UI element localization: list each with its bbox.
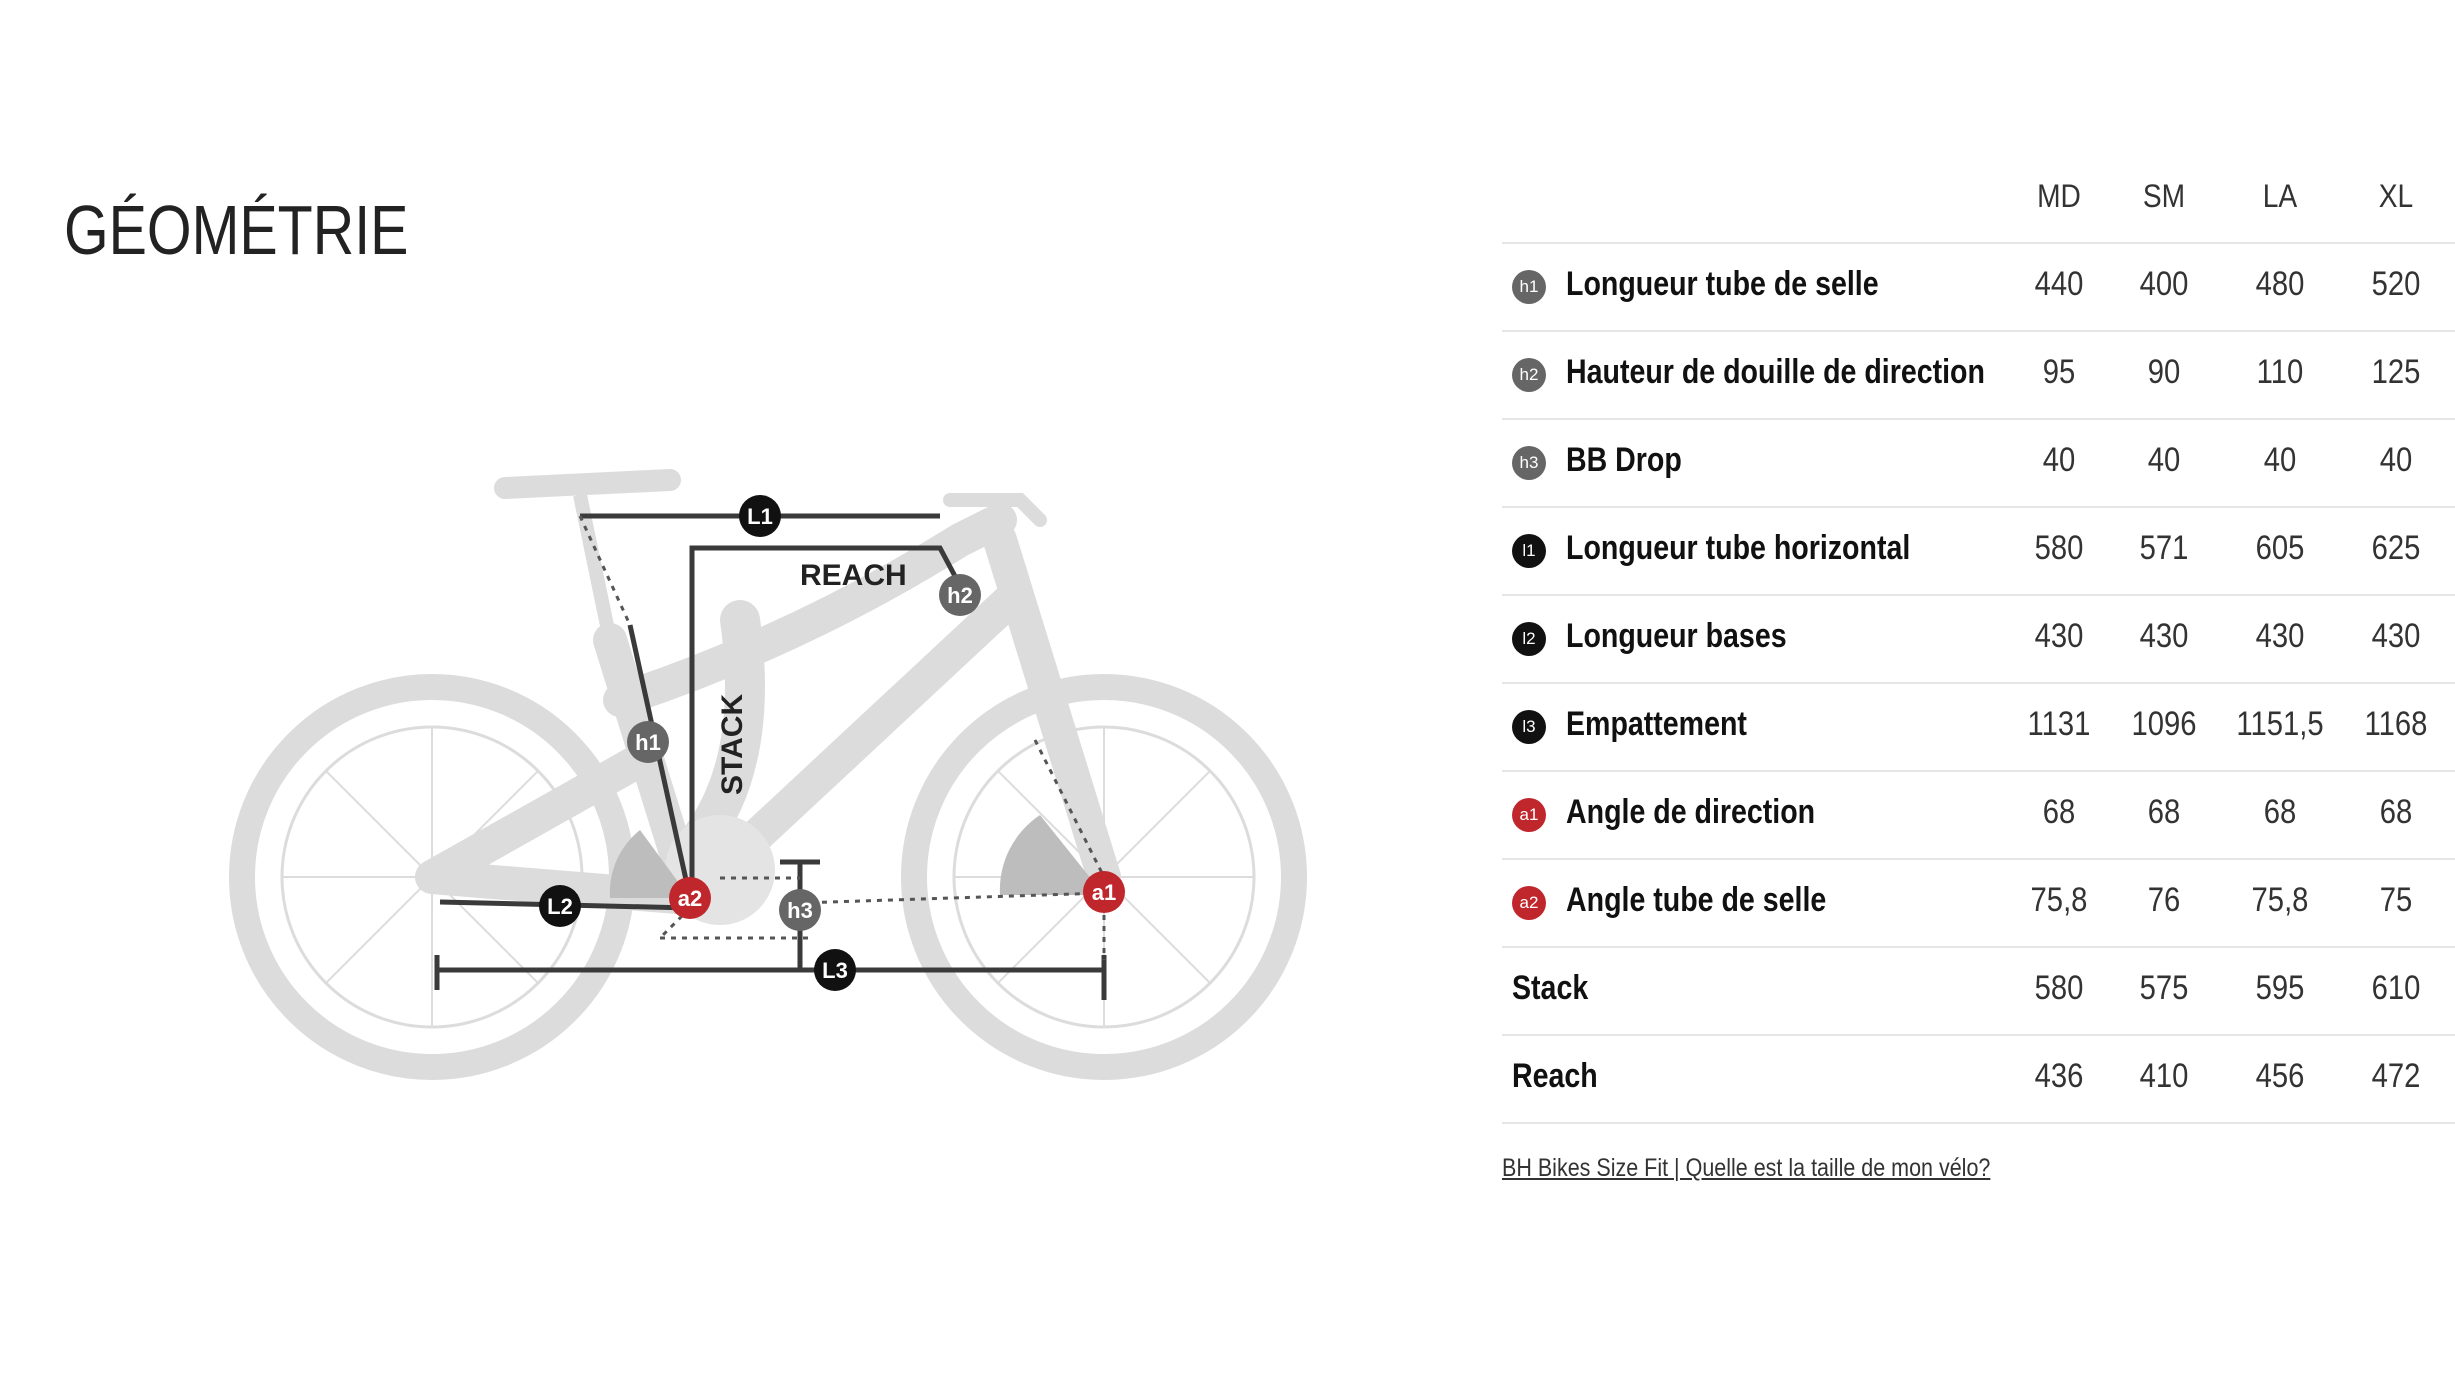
table-cell: 125 [2371, 353, 2421, 391]
badge-a1-icon: a1 [1512, 798, 1546, 832]
bike-silhouette [242, 480, 1294, 1067]
marker-l2-label: L2 [547, 894, 573, 919]
row-label: Angle tube de selle [1566, 881, 1827, 919]
table-row [1502, 684, 2455, 772]
table-row [1502, 860, 2455, 948]
table-cell: 1151,5 [2236, 705, 2324, 743]
row-label: Stack [1512, 969, 1589, 1007]
table-cell: 480 [2255, 265, 2305, 303]
page-title: GÉOMÉTRIE [64, 191, 409, 269]
marker-a1-icon [1083, 871, 1125, 913]
bike-geometry-diagram [200, 440, 1350, 1120]
table-cell: 430 [2255, 617, 2305, 655]
badge-h2-icon: h2 [1512, 358, 1546, 392]
table-cell: 610 [2371, 969, 2421, 1007]
table-cell: 76 [2147, 881, 2181, 919]
marker-h1-label: h1 [635, 730, 661, 755]
row-label: Angle de direction [1566, 793, 1816, 831]
table-cell: 430 [2034, 617, 2084, 655]
badge-l2-icon: l2 [1512, 622, 1546, 656]
column-header-la: LA [2262, 178, 2298, 214]
marker-h3-label: h3 [787, 898, 813, 923]
column-header-md: MD [2037, 178, 2081, 214]
marker-h2-label: h2 [947, 583, 973, 608]
column-header-sm: SM [2142, 178, 2186, 214]
marker-l1-label: L1 [747, 504, 773, 529]
row-label: Hauteur de douille de direction [1566, 353, 1985, 391]
table-cell: 40 [2042, 441, 2076, 479]
table-cell: 68 [2147, 793, 2181, 831]
badge-l1-icon: l1 [1512, 534, 1546, 568]
table-cell: 580 [2034, 969, 2084, 1007]
table-cell: 90 [2147, 353, 2181, 391]
table-cell: 571 [2139, 529, 2189, 567]
table-cell: 410 [2139, 1057, 2189, 1095]
table-row [1502, 332, 2455, 420]
table-cell: 1131 [2027, 705, 2091, 743]
table-cell: 436 [2034, 1057, 2084, 1095]
marker-a2-label: a2 [677, 886, 703, 911]
marker-a2-icon [669, 877, 711, 919]
marker-h1-icon [627, 721, 669, 763]
table-cell: 605 [2255, 529, 2305, 567]
marker-l3-label: L3 [822, 958, 848, 983]
table-cell: 40 [2263, 441, 2297, 479]
table-cell: 1096 [2131, 705, 2197, 743]
table-row [1502, 948, 2455, 1036]
geometry-table [1502, 150, 2455, 1124]
reach-label: REACH [800, 559, 907, 592]
table-cell: 68 [2379, 793, 2413, 831]
table-row [1502, 244, 2455, 332]
table-header [1502, 150, 2455, 244]
table-cell: 40 [2147, 441, 2181, 479]
row-label: Longueur tube de selle [1566, 265, 1879, 303]
table-cell: 430 [2139, 617, 2189, 655]
marker-l2-icon [539, 885, 581, 927]
row-label: Empattement [1566, 705, 1747, 743]
table-cell: 625 [2371, 529, 2421, 567]
column-header-xl: XL [2378, 178, 2414, 214]
table-cell: 575 [2139, 969, 2189, 1007]
table-cell: 520 [2371, 265, 2421, 303]
table-cell: 75,8 [2251, 881, 2309, 919]
table-cell: 595 [2255, 969, 2305, 1007]
table-cell: 440 [2034, 265, 2084, 303]
table-cell: 456 [2255, 1057, 2305, 1095]
marker-a1-label: a1 [1091, 880, 1117, 905]
table-row [1502, 596, 2455, 684]
badge-a2-icon: a2 [1512, 886, 1546, 920]
table-row [1502, 1036, 2455, 1124]
table-body [1502, 244, 2455, 1124]
table-cell: 95 [2042, 353, 2076, 391]
table-cell: 580 [2034, 529, 2084, 567]
table-cell: 400 [2139, 265, 2189, 303]
badge-l3-icon: l3 [1512, 710, 1546, 744]
table-cell: 75,8 [2030, 881, 2088, 919]
badge-h3-icon: h3 [1512, 446, 1546, 480]
table-row [1502, 420, 2455, 508]
table-cell: 68 [2042, 793, 2076, 831]
badge-h1-icon: h1 [1512, 270, 1546, 304]
stack-label: STACK [716, 693, 749, 795]
marker-l3-icon [814, 949, 856, 991]
table-cell: 68 [2263, 793, 2297, 831]
marker-h3-icon [779, 889, 821, 931]
row-label: BB Drop [1566, 441, 1682, 479]
table-cell: 40 [2379, 441, 2413, 479]
size-fit-link[interactable]: BH Bikes Size Fit | Quelle est la taille de mon vélo? [1502, 1154, 1991, 1182]
table-cell: 75 [2379, 881, 2413, 919]
row-label: Longueur bases [1566, 617, 1787, 655]
table-row [1502, 772, 2455, 860]
row-label: Longueur tube horizontal [1566, 529, 1911, 567]
table-cell: 430 [2371, 617, 2421, 655]
row-label: Reach [1512, 1057, 1598, 1095]
table-cell: 110 [2256, 353, 2304, 391]
marker-l1-icon [739, 495, 781, 537]
marker-h2-icon [939, 574, 981, 616]
table-row [1502, 508, 2455, 596]
table-cell: 1168 [2364, 705, 2428, 743]
table-cell: 472 [2371, 1057, 2421, 1095]
